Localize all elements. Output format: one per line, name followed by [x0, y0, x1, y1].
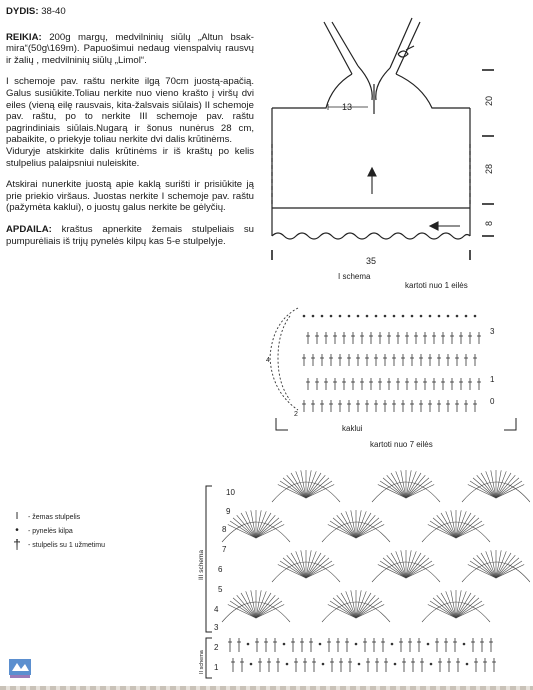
dim-35-label: 35: [366, 256, 377, 266]
finish-label: APDAILA:: [6, 223, 52, 235]
low-stitch-icon: I: [15, 511, 19, 522]
schema-1-row-0: 0: [490, 397, 495, 406]
schema-1-repeat-note: kartoti nuo 1 eilės: [405, 281, 468, 290]
double-crochet-icon: †: [13, 536, 21, 552]
schema-1-left-2: 2: [294, 411, 298, 418]
finish-text: kraštus apnerkite žemais stulpeliais su pumpurėliais iš trijų pynelės kilpų kas 5-e stulpelyje.: [6, 223, 254, 247]
schema-3-row-4: 4: [214, 605, 219, 614]
schema-3-diagram: [196, 452, 530, 682]
neck-instructions-text: Atskirai nunerkite juostą apie kaklą surišti ir prisiūkite ją prie priekio viršaus. Juostas nerkite I schemoje pav. raštu (pažymėta kaklui), o juostų galus nerkite be gėlyčių.: [6, 179, 254, 214]
legend-label: - pynelės kilpa: [28, 528, 73, 535]
garment-pattern-diagram: [262, 4, 530, 274]
schema-3-row-3: 3: [214, 623, 219, 632]
legend-row-low-stitch: [10, 512, 190, 526]
schema-1-left-4: 4: [266, 357, 270, 364]
instructions-column: [6, 6, 254, 257]
schema-1-bottom-label: kaklui: [342, 424, 363, 433]
publisher-logo-icon: [8, 657, 34, 679]
bottom-strip: [0, 686, 533, 690]
dim-20-label: 20: [484, 95, 494, 106]
schema-3-row-8: 8: [222, 525, 227, 534]
schema-2-side-label: II schema: [199, 650, 205, 674]
bust-instructions: [6, 146, 254, 169]
schema-3-row-6: 6: [218, 565, 223, 574]
size-value: 38-40: [41, 6, 66, 17]
dim-13-label: 13: [342, 102, 353, 112]
schema-3-repeat-note: kartoti nuo 7 eilės: [370, 440, 433, 449]
main-instructions: [6, 76, 254, 146]
needs-text: 200g margų, medvilninių siūlų „Altun bsak-mira“(50g\169m). Papuošimui nedaug vienspalvių rausvų ir žalių , medvilninių siūlų „Limol“.: [6, 31, 254, 66]
dim-8-label: 8: [484, 220, 494, 226]
schema-3-row-7: 7: [222, 545, 227, 554]
dim-28-label: 28: [484, 163, 494, 174]
schema-1-row-1: 1: [490, 375, 495, 384]
schema-3-row-10: 10: [226, 488, 235, 497]
chain-dot-icon: •: [15, 525, 19, 536]
legend-row-double: [10, 536, 190, 554]
schema-3-row-5: 5: [218, 585, 223, 594]
schema-3-row-9: 9: [226, 507, 231, 516]
needs-label: REIKIA:: [6, 31, 42, 43]
schema-3-side-label: III schema: [198, 550, 205, 580]
legend-label: - žemas stulpelis: [28, 514, 81, 521]
legend-label: - stulpelis su 1 užmetimu: [28, 542, 106, 549]
schema-1-diagram: [262, 292, 530, 440]
neck-instructions: [6, 179, 254, 214]
symbol-legend: [10, 512, 190, 554]
legend-row-chain: [10, 526, 190, 540]
finish-paragraph: [6, 224, 254, 247]
schema-1-row-3: 3: [490, 327, 495, 336]
bust-instructions-text: Viduryje atskirkite dalis krūtinėms ir iš kraštų po kelis stulpelius palaipsniui nuleiskite.: [6, 145, 254, 169]
needs-paragraph: [6, 32, 254, 67]
size-line: [6, 6, 254, 18]
schema-1-title: I schema: [338, 272, 371, 281]
size-label: DYDIS:: [6, 6, 39, 17]
schema-2-row-2: 2: [214, 643, 219, 652]
main-instructions-text: I schemoje pav. raštu nerkite ilgą 70cm juostą-apačią. Galus susiūkite.Toliau nerkite nuo vieno krašto į viršų dvi eiles (vieną eilę rausvais, kita-žalsvais siūlais) II schemoje pav. raštu, po to nerkite III schemoje pav. raštu pagrindiniais siūlais.Nugarą ir šonus nunėrus 28 cm, pabaikite, o priekyje toliau nerkite dvi dalis krūtinėms.: [6, 76, 254, 146]
schema-2-row-1: 1: [214, 663, 219, 672]
